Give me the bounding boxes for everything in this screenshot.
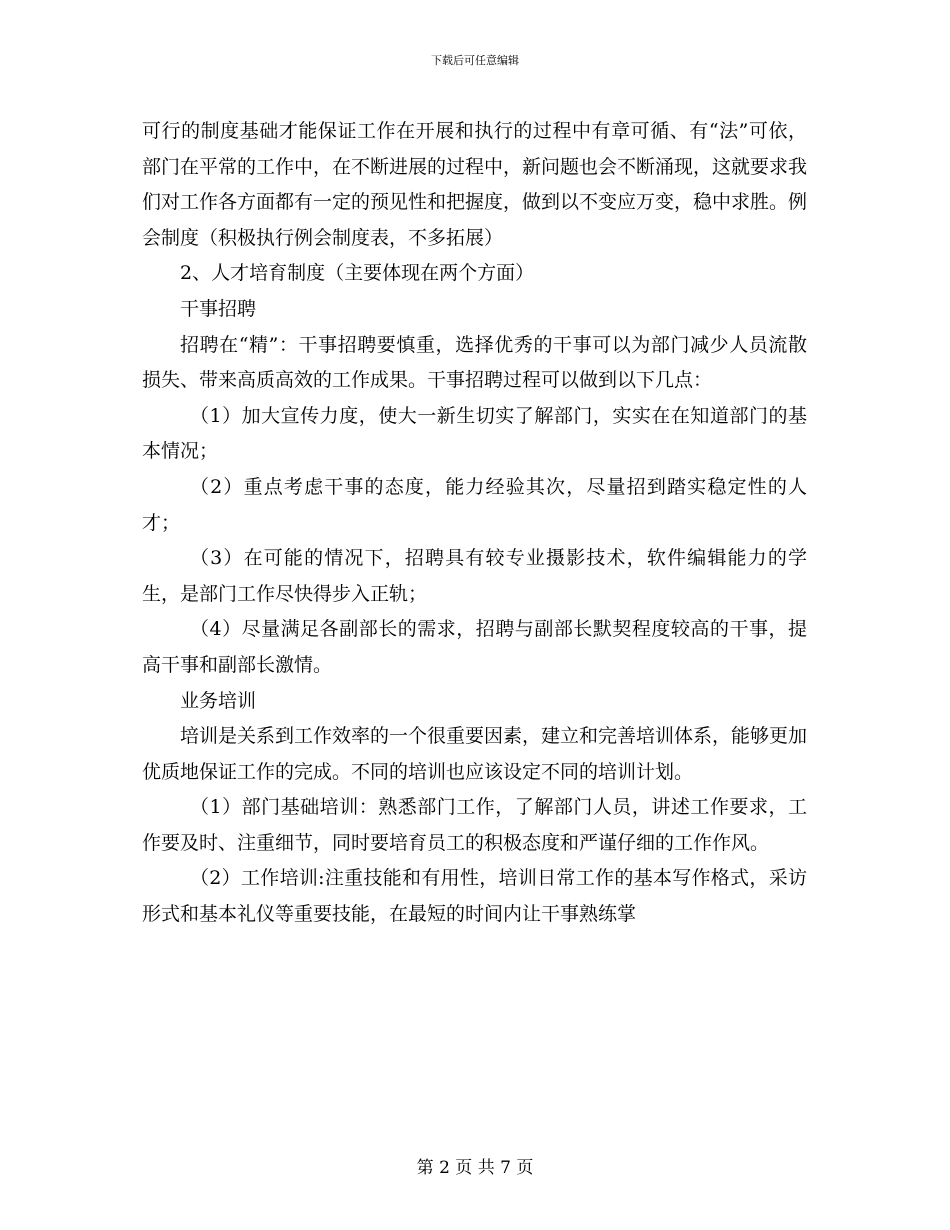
list-item-recruitment-1: （1）加大宣传力度，使大一新生切实了解部门，实实在在知道部门的基本情况； xyxy=(142,404,807,463)
page-number-footer: 第 2 页 共 7 页 xyxy=(416,1158,534,1178)
paragraph-system-basis: 可行的制度基础才能保证工作在开展和执行的过程中有章可循、有“法”可依，部门在平常的工作中，在不断进展的过程中，新问题也会不断涌现，这就要求我们对工作各方面都有一定的预见性和把握度，做到以不变应万变，稳中求胜。例会制度（积极执行例会制度表，不多拓展） xyxy=(142,120,808,249)
paragraph-training-intro: 培训是关系到工作效率的一个很重要因素，建立和完善培训体系，能够更加优质地保证工作的完成。不同的培训也应该设定不同的培训计划。 xyxy=(142,725,808,783)
list-item-training-2: （2）工作培训:注重技能和有用性，培训日常工作的基本写作格式，采访形式和基本礼仪等重要技能，在最短的时间内让干事熟练掌 xyxy=(142,867,807,926)
list-item-recruitment-2: （2）重点考虑干事的态度，能力经验其次，尽量招到踏实稳定性的人才； xyxy=(142,475,807,534)
list-item-recruitment-3: （3）在可能的情况下，招聘具有较专业摄影技术，软件编辑能力的学生，是部门工作尽快得步入正轨； xyxy=(142,547,807,605)
paragraph-recruitment-intro: 招聘在“精”：干事招聘要慎重，选择优秀的干事可以为部门减少人员流散损失、带来高质高效的工作成果。干事招聘过程可以做到以下几点： xyxy=(142,333,807,392)
list-item-training-1: （1）部门基础培训：熟悉部门工作，了解部门人员，讲述工作要求，工作要及时、注重细节，同时要培育员工的积极态度和严谨仔细的工作作风。 xyxy=(142,796,807,854)
document-body xyxy=(142,114,807,933)
section-heading-talent-system: 2、人才培育制度（主要体现在两个方面） xyxy=(180,262,535,285)
subheading-training: 业务培训 xyxy=(180,689,257,712)
subheading-recruitment: 干事招聘 xyxy=(180,297,257,320)
page-header: 下载后可任意编辑 xyxy=(431,54,519,67)
list-item-recruitment-4: （4）尽量满足各副部长的需求，招聘与副部长默契程度较高的干事，提高干事和副部长激情。 xyxy=(142,618,807,676)
